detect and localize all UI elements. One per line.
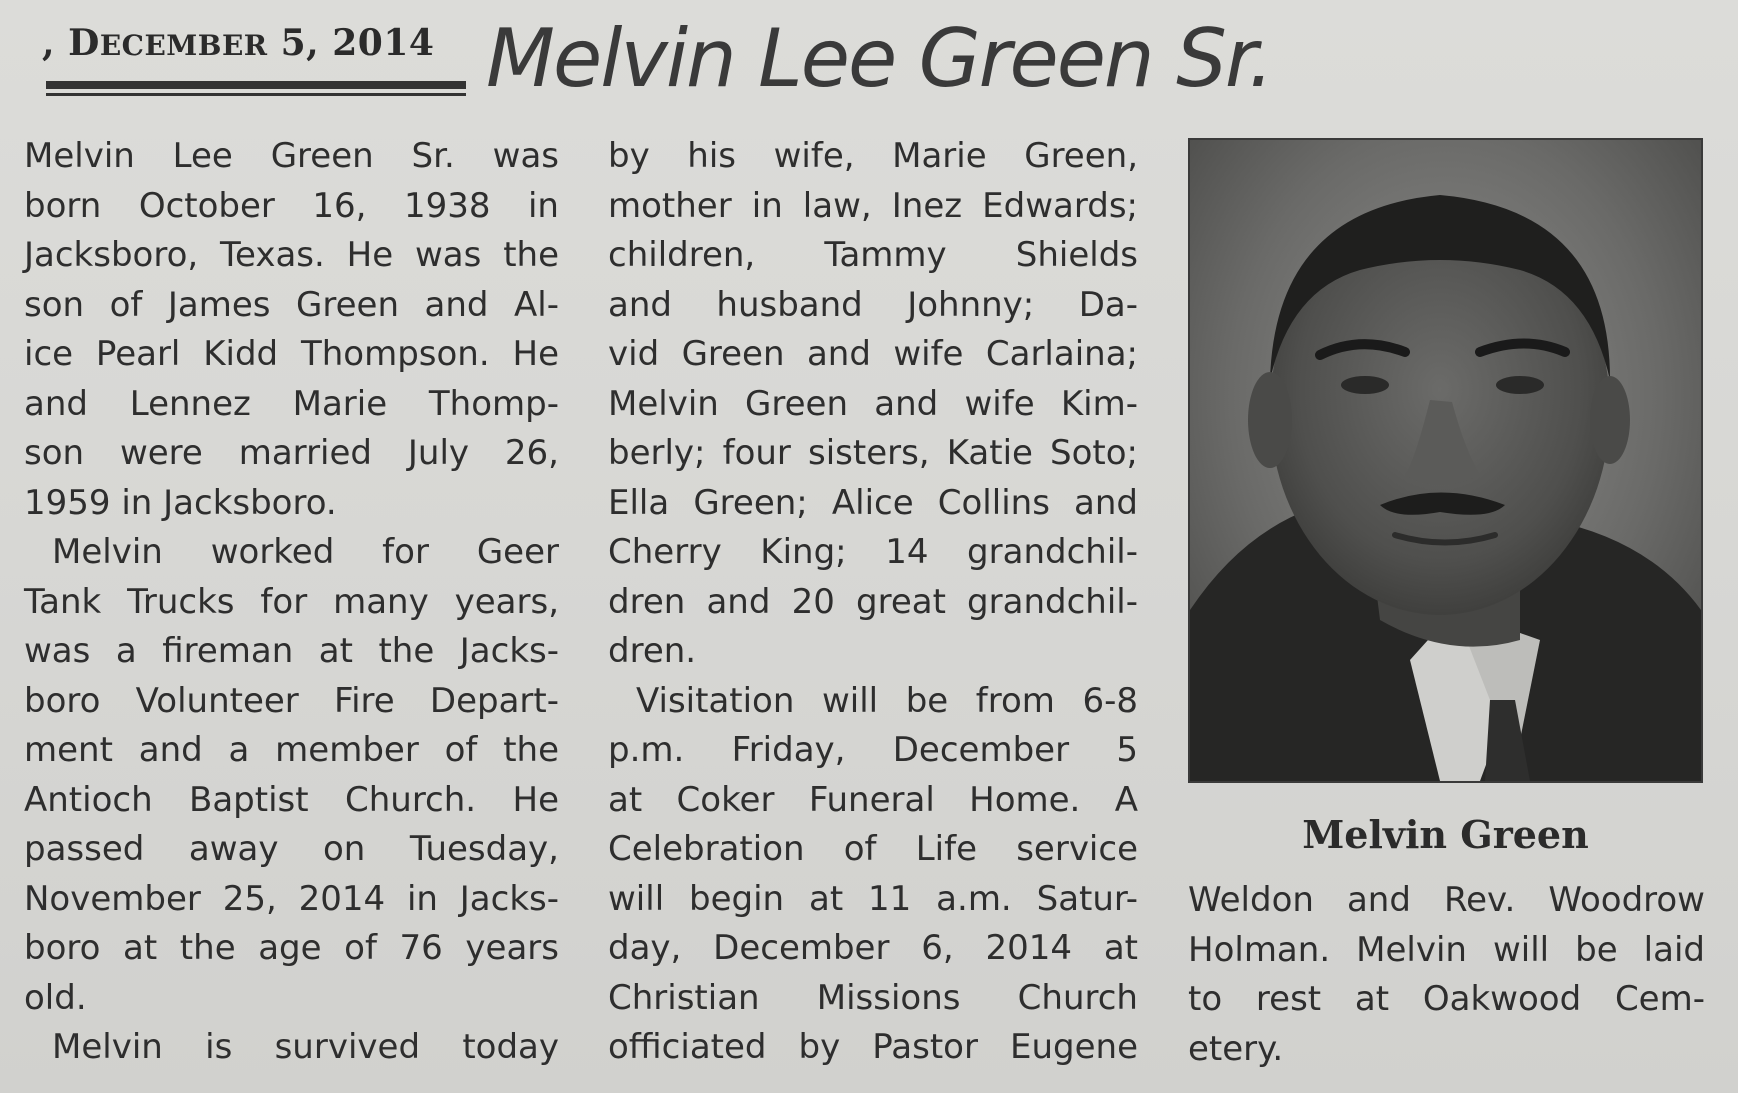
column1-line: Melvin worked for Geer xyxy=(52,532,559,572)
column1-line: son were married July 26, xyxy=(24,433,559,473)
column3-line: etery. xyxy=(1188,1028,1284,1069)
dateline-month-rest: ECEMBER xyxy=(99,29,268,62)
dateline xyxy=(42,22,466,64)
column1-line: passed away on Tuesday, xyxy=(24,829,559,869)
column2-line: and husband Johnny; Da- xyxy=(608,284,1138,325)
column2-line: vid Green and wife Carlaina; xyxy=(608,334,1138,374)
column2-line: children, Tammy Shields xyxy=(608,235,1138,275)
column1-line: son of James Green and Al- xyxy=(24,284,559,325)
column1-line: ice Pearl Kidd Thompson. He xyxy=(24,334,559,374)
column2-line: p.m. Friday, December 5 xyxy=(608,730,1138,770)
column2-line: berly; four sisters, Katie Soto; xyxy=(608,433,1138,473)
column1-line: and Lennez Marie Thomp- xyxy=(24,383,559,424)
column1-line: Melvin is survived today xyxy=(52,1027,559,1067)
obituary-headline: Melvin Lee Green Sr. xyxy=(486,12,1272,105)
column2-line: Ella Green; Alice Collins and xyxy=(608,482,1138,523)
column1-line: born October 16, 1938 in xyxy=(24,185,559,226)
column-3 xyxy=(1188,876,1705,1074)
column1-line: Jacksboro, Texas. He was the xyxy=(24,235,559,275)
column3-line: Holman. Melvin will be laid xyxy=(1188,929,1705,970)
column-2 xyxy=(608,132,1138,1073)
column2-line: Visitation will be from 6-8 xyxy=(636,680,1138,721)
column2-line: will begin at 11 a.m. Satur- xyxy=(608,878,1138,919)
column2-line: Christian Missions Church xyxy=(608,977,1138,1018)
column1-line: was a fireman at the Jacks- xyxy=(24,631,559,671)
column2-line: mother in law, Inez Edwards; xyxy=(608,185,1138,226)
column2-line: by his wife, Marie Green, xyxy=(608,136,1138,176)
column1-line: November 25, 2014 in Jacks- xyxy=(24,878,559,919)
column1-line: Melvin Lee Green Sr. was xyxy=(24,136,559,176)
column2-line: Melvin Green and wife Kim- xyxy=(608,383,1138,424)
column2-line: officiated by Pastor Eugene xyxy=(608,1027,1138,1067)
portrait-illustration xyxy=(1190,140,1701,781)
column-1 xyxy=(24,132,559,1073)
column2-line: dren and 20 great grandchil- xyxy=(608,581,1138,622)
column1-line: old. xyxy=(24,977,87,1018)
column1-line: Tank Trucks for many years, xyxy=(24,581,559,622)
column2-line: Cherry King; 14 grandchil- xyxy=(608,532,1138,572)
dateline-rule-thin xyxy=(46,93,466,96)
column1-line: boro at the age of 76 years xyxy=(24,928,559,968)
column2-line: at Coker Funeral Home. A xyxy=(608,779,1138,820)
column2-line: dren. xyxy=(608,631,697,671)
column1-line: 1959 in Jacksboro. xyxy=(24,482,337,523)
dateline-prefix: , xyxy=(42,22,56,64)
column2-line: Celebration of Life service xyxy=(608,829,1138,869)
column1-line: Antioch Baptist Church. He xyxy=(24,779,559,820)
column3-line: Weldon and Rev. Woodrow xyxy=(1188,880,1705,920)
dateline-month-initial: D xyxy=(68,22,100,64)
column2-line: day, December 6, 2014 at xyxy=(608,928,1138,968)
column1-line: boro Volunteer Fire Depart- xyxy=(24,680,559,721)
dateline-rule-thick xyxy=(46,81,466,89)
column3-line: to rest at Oakwood Cem- xyxy=(1188,979,1705,1019)
dateline-day-year: 5, 2014 xyxy=(280,22,435,64)
photo-caption: Melvin Green xyxy=(1302,812,1589,857)
portrait-photo xyxy=(1188,138,1703,783)
column1-line: ment and a member of the xyxy=(24,730,559,770)
